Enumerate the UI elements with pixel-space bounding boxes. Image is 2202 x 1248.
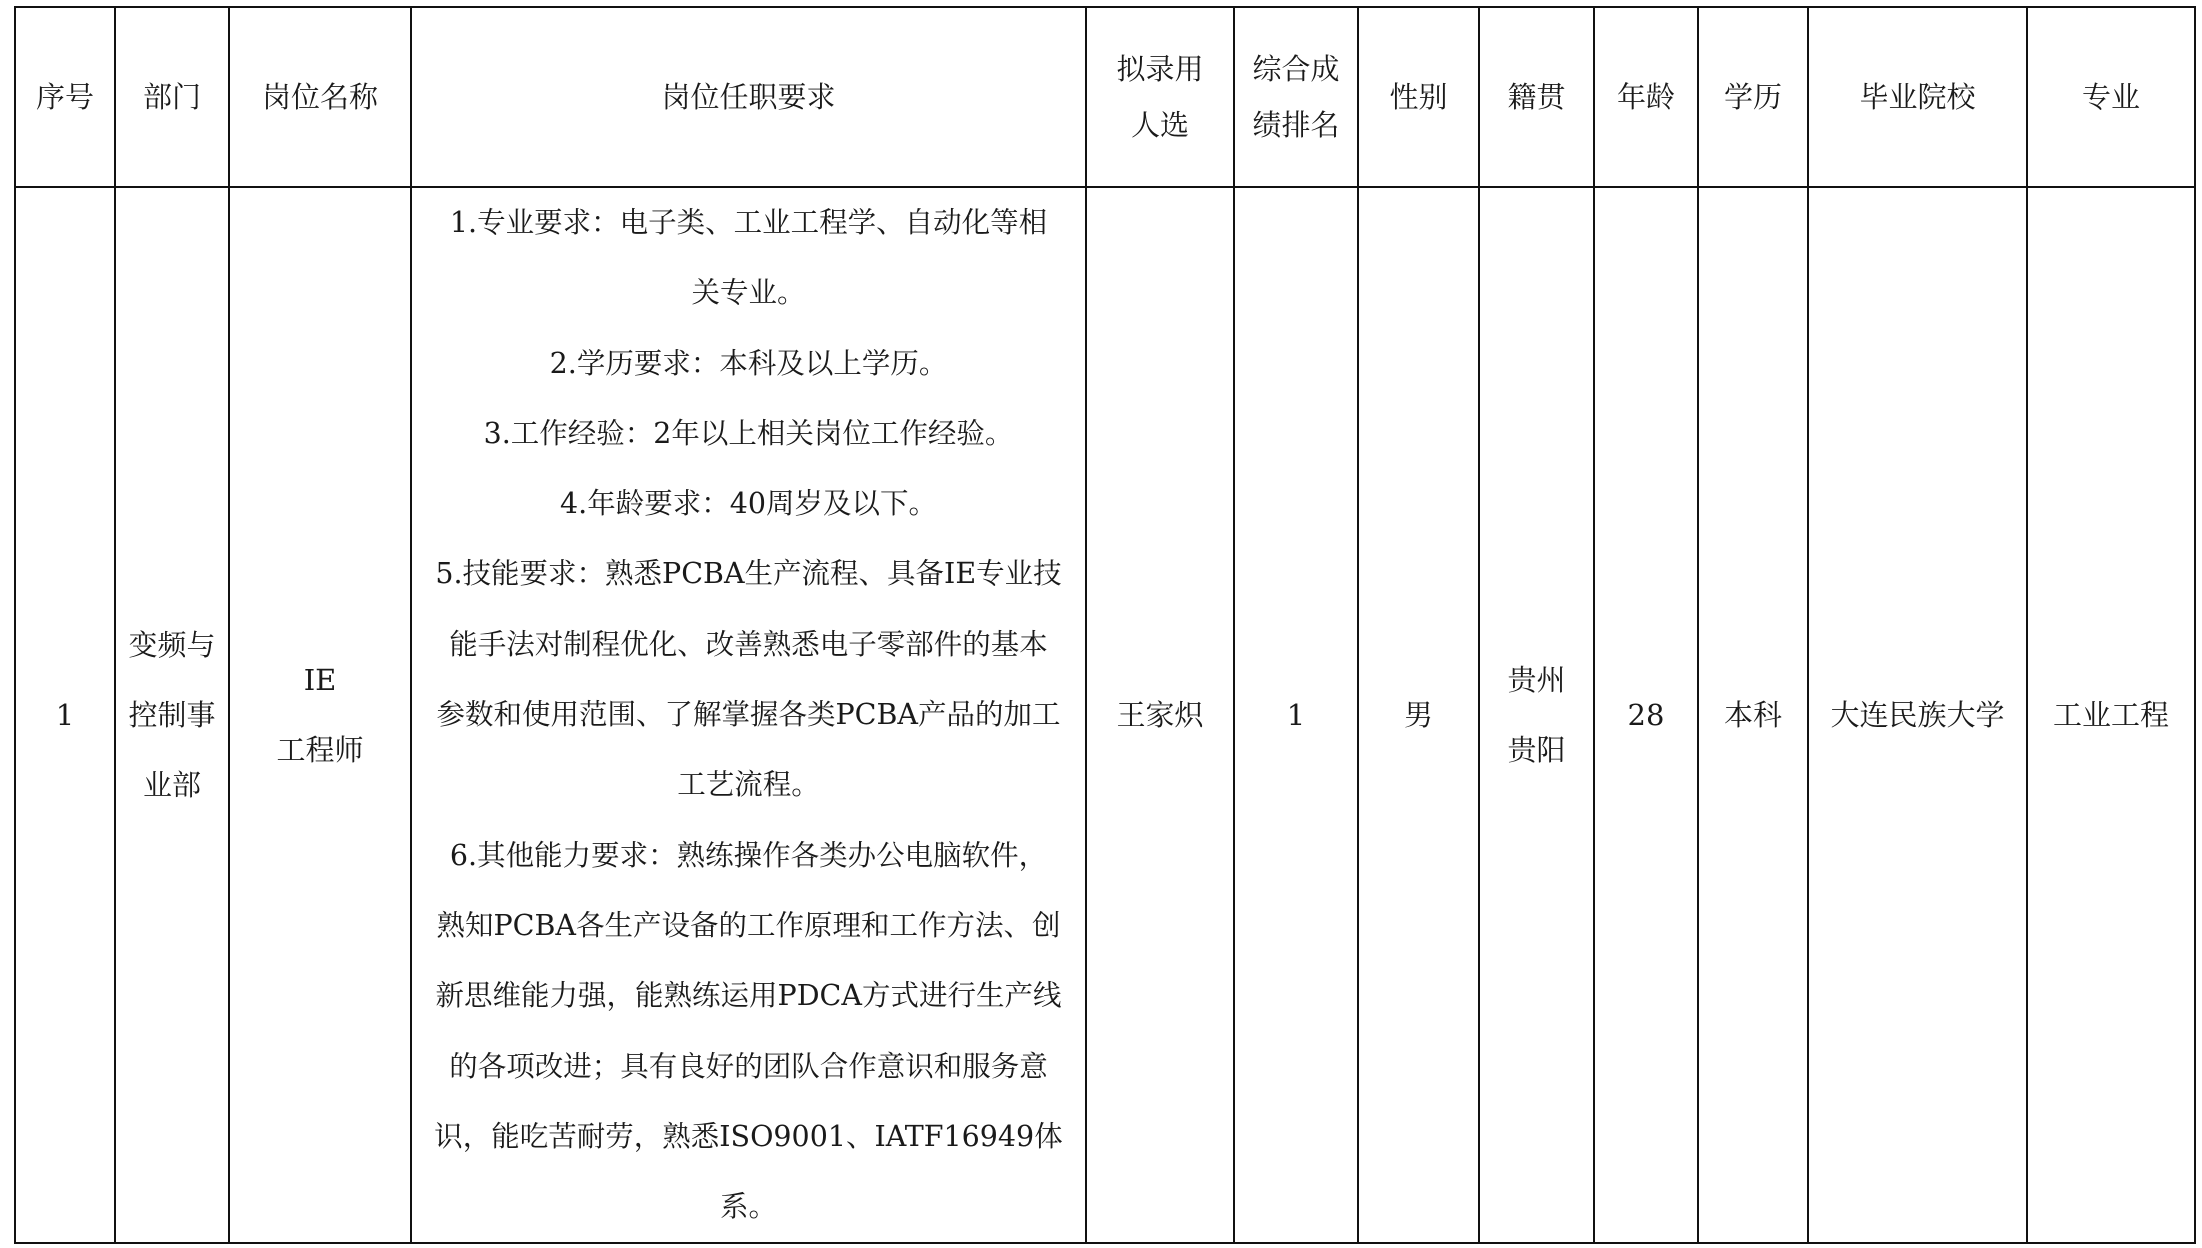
requirement-line: 参数和使用范围、了解掌握各类PCBA产品的加工 bbox=[436, 698, 1061, 732]
requirement-line: 3.工作经验：2年以上相关岗位工作经验。 bbox=[483, 416, 1014, 450]
requirement-line: 熟知PCBA各生产设备的工作原理和工作方法、创 bbox=[436, 908, 1061, 942]
header-rank: 综合成 绩排名 bbox=[1234, 7, 1358, 187]
requirement-line: 关专业。 bbox=[691, 276, 806, 310]
header-department: 部门 bbox=[115, 7, 229, 187]
requirement-line: 能手法对制程优化、改善熟悉电子零部件的基本 bbox=[449, 627, 1048, 661]
requirement-line: 6.其他能力要求：熟练操作各类办公电脑软件， bbox=[449, 838, 1048, 872]
cell-education: 本科 bbox=[1698, 187, 1808, 1243]
cell-index: 1 bbox=[15, 187, 115, 1243]
cell-candidate: 王家炽 bbox=[1086, 187, 1234, 1243]
requirement-line: 的各项改进；具有良好的团队合作意识和服务意 bbox=[449, 1049, 1048, 1083]
candidate-table bbox=[14, 6, 2196, 1244]
requirement-line: 新思维能力强，能熟练运用PDCA方式进行生产线 bbox=[435, 979, 1062, 1013]
header-gender: 性别 bbox=[1358, 7, 1479, 187]
header-index: 序号 bbox=[15, 7, 115, 187]
requirement-line: 2.学历要求：本科及以上学历。 bbox=[549, 346, 948, 380]
cell-gender: 男 bbox=[1358, 187, 1479, 1243]
cell-age: 28 bbox=[1594, 187, 1698, 1243]
requirement-line: 5.技能要求：熟悉PCBA生产流程、具备IE专业技 bbox=[435, 557, 1062, 591]
header-age: 年龄 bbox=[1594, 7, 1698, 187]
requirement-line: 4.年龄要求：40周岁及以下。 bbox=[560, 487, 937, 521]
header-requirements: 岗位任职要求 bbox=[411, 7, 1086, 187]
cell-school: 大连民族大学 bbox=[1808, 187, 2027, 1243]
header-candidate: 拟录用 人选 bbox=[1086, 7, 1234, 187]
cell-position: IE 工程师 bbox=[229, 187, 411, 1243]
header-school: 毕业院校 bbox=[1808, 7, 2027, 187]
requirement-line: 1.专业要求：电子类、工业工程学、自动化等相 bbox=[449, 206, 1048, 239]
cell-requirements bbox=[411, 187, 1086, 1243]
cell-department: 变频与 控制事 业部 bbox=[115, 187, 229, 1243]
cell-rank: 1 bbox=[1234, 187, 1358, 1243]
header-position: 岗位名称 bbox=[229, 7, 411, 187]
requirement-line: 系。 bbox=[719, 1190, 777, 1224]
header-education: 学历 bbox=[1698, 7, 1808, 187]
cell-origin: 贵州 贵阳 bbox=[1479, 187, 1594, 1243]
header-row bbox=[15, 7, 2195, 187]
table-row bbox=[15, 187, 2195, 1243]
requirement-line: 识，能吃苦耐劳，熟悉ISO9001、IATF16949体 bbox=[434, 1119, 1063, 1153]
header-origin: 籍贯 bbox=[1479, 7, 1594, 187]
cell-major: 工业工程 bbox=[2027, 187, 2195, 1243]
requirement-line: 工艺流程。 bbox=[677, 768, 820, 802]
header-major: 专业 bbox=[2027, 7, 2195, 187]
